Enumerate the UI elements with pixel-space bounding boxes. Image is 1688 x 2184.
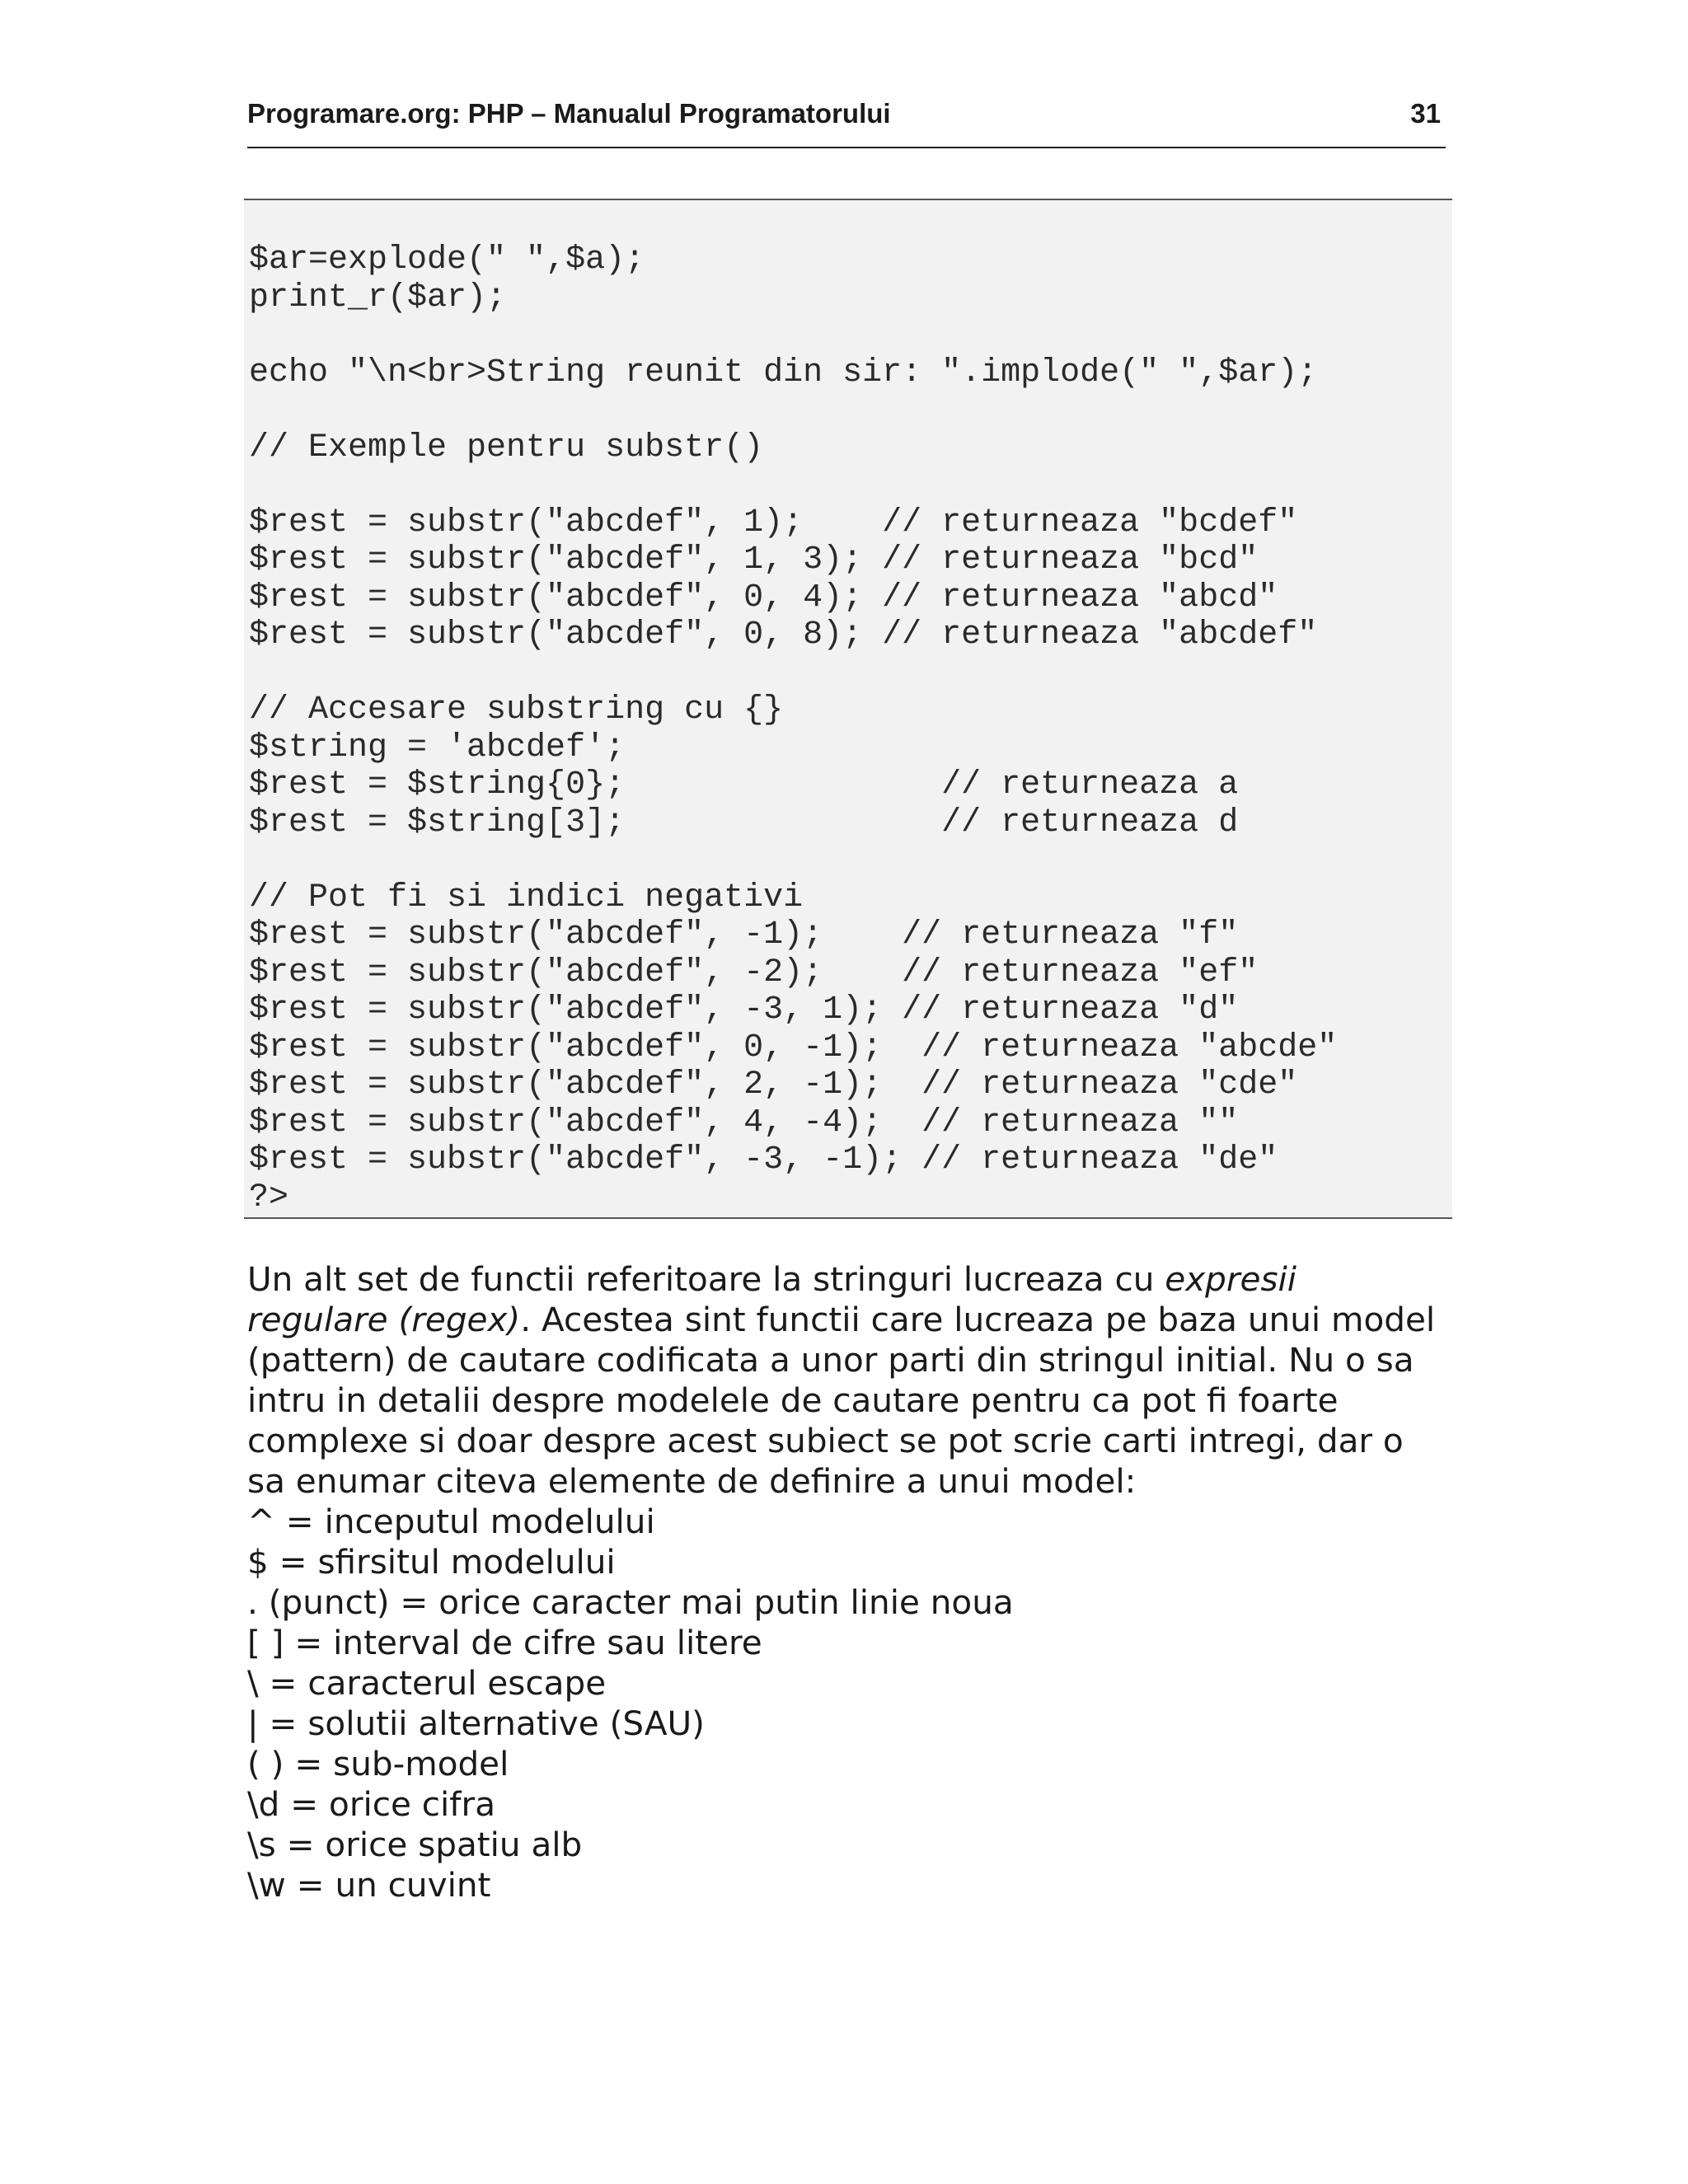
code-line: $rest = $string[3]; // returneaza d — [249, 804, 1239, 841]
definition-item: \ = caracterul escape — [247, 1663, 607, 1703]
code-line — [249, 654, 1337, 692]
header-rule — [247, 147, 1446, 148]
code-block — [244, 199, 1452, 1219]
code-line: // Exemple pentru substr() — [249, 429, 764, 466]
code-line: // Pot fi si indici negativi — [249, 879, 804, 916]
code-line: echo "\n<br>String reunit din sir: ".implode(" ",$ar); — [249, 354, 1318, 391]
regex-definitions-list — [247, 1502, 1451, 1905]
code-lines — [249, 241, 1337, 1216]
code-line: $rest = $string{0}; // returneaza a — [249, 766, 1239, 804]
intro-paragraph — [247, 1259, 1451, 1502]
header-title: Programare.org: PHP – Manualul Programatorului — [247, 98, 891, 129]
definition-item: ( ) = sub-model — [247, 1744, 509, 1783]
definition-item: . (punct) = orice caracter mai putin linie noua — [247, 1582, 1014, 1622]
definition-item: \w = un cuvint — [247, 1865, 491, 1905]
code-line: $rest = substr("abcdef", -3, 1); // returneaza "d" — [249, 991, 1239, 1029]
code-line — [249, 391, 1337, 429]
paragraph-italic: regulare (regex) — [247, 1300, 521, 1339]
definition-item: [ ] = interval de cifre sau litere — [247, 1623, 762, 1662]
code-line: $rest = substr("abcdef", -2); // returneaza "ef" — [249, 954, 1259, 991]
code-line: $rest = substr("abcdef", 1); // returneaza "bcdef" — [249, 504, 1298, 541]
code-line — [249, 466, 1337, 504]
paragraph-line — [247, 1259, 1451, 1300]
page-number: 31 — [1410, 98, 1441, 129]
code-line: $rest = substr("abcdef", 0, -1); // returneaza "abcde" — [249, 1029, 1338, 1066]
code-line: $rest = substr("abcdef", 0, 8); // returneaza "abcdef" — [249, 616, 1318, 654]
definition-item: \s = orice spatiu alb — [247, 1825, 583, 1864]
definition-item: | = solutii alternative (SAU) — [247, 1704, 705, 1743]
paragraph-text: . Acestea sint functii care lucreaza pe baza unui model — [520, 1300, 1436, 1339]
paragraph-italic: expresii — [1165, 1259, 1297, 1299]
code-line: ?> — [249, 1179, 289, 1216]
definition-item: ^ = inceputul modelului — [247, 1502, 655, 1541]
paragraph-line: intru in detalii despre modelele de cautare pentru ca pot fi foarte — [247, 1380, 1339, 1420]
body-text — [247, 1259, 1451, 1905]
paragraph-line: complexe si doar despre acest subiect se pot scrie carti intregi, dar o — [247, 1421, 1404, 1460]
code-line — [249, 841, 1337, 879]
code-line — [249, 316, 1337, 354]
code-line: $rest = substr("abcdef", 0, 4); // returneaza "abcd" — [249, 579, 1278, 616]
code-line: $ar=explode(" ",$a); — [249, 241, 645, 279]
code-line: // Accesare substring cu {} — [249, 691, 784, 729]
definition-item: $ = sfirsitul modelului — [247, 1542, 616, 1582]
code-line: $rest = substr("abcdef", 2, -1); // returneaza "cde" — [249, 1066, 1298, 1104]
code-line: $string = 'abcdef'; — [249, 729, 626, 766]
paragraph-line: (pattern) de cautare codificata a unor parti din stringul initial. Nu o sa — [247, 1340, 1414, 1380]
code-line: $rest = substr("abcdef", 1, 3); // returneaza "bcd" — [249, 541, 1259, 579]
paragraph-line — [247, 1300, 1451, 1340]
code-line: print_r($ar); — [249, 279, 507, 316]
definition-item: \d = orice cifra — [247, 1784, 496, 1824]
code-line: $rest = substr("abcdef", 4, -4); // returneaza "" — [249, 1104, 1239, 1141]
paragraph-text: Un alt set de functii referitoare la stringuri lucreaza cu — [247, 1259, 1165, 1299]
paragraph-line: sa enumar citeva elemente de definire a unui model: — [247, 1461, 1137, 1501]
page-header — [247, 97, 1446, 130]
code-line: $rest = substr("abcdef", -1); // returneaza "f" — [249, 916, 1239, 954]
code-line: $rest = substr("abcdef", -3, -1); // returneaza "de" — [249, 1141, 1278, 1179]
